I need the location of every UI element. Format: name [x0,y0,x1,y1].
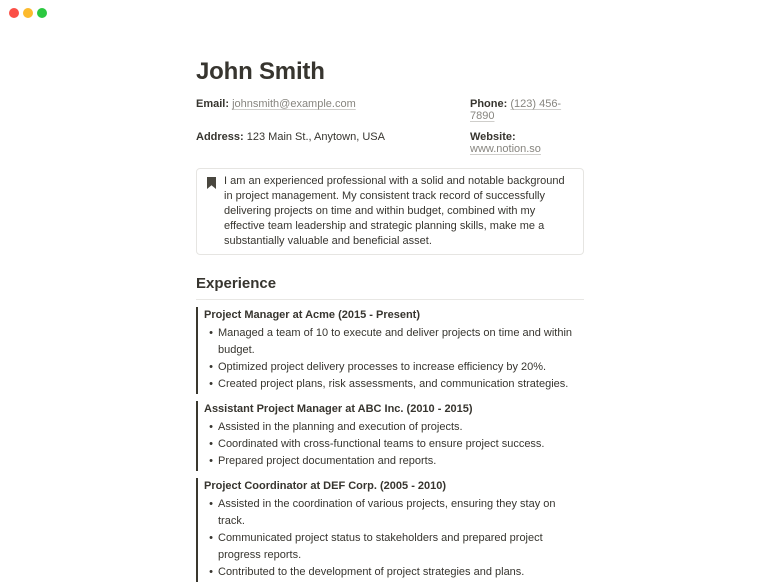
contact-phone-row [470,98,584,122]
bullet-text: • Coordinated with cross-functional teams to ensure project success. [218,438,545,450]
bookmark-icon [207,177,216,249]
job-bullet [204,496,584,530]
summary-text: I am an experienced professional with a solid and notable background in project management. My consistent track record of successfully delivering projects on time and within budget, combined with my effective team leadership and strategic planning skills, make me a substantially valuable and beneficial asset. [224,175,565,247]
bullet-text: • Contributed to the development of project strategies and plans. [218,566,525,578]
summary-callout [196,168,584,255]
job-bullet [204,376,584,393]
document-body [196,0,584,582]
contact-website-row [470,131,584,155]
job-entry [196,307,584,394]
contact-email-row [196,98,470,122]
job-title: Assistant Project Manager at ABC Inc. (2010 - 2015) [204,403,473,415]
minimize-window-button[interactable] [23,8,33,18]
bullet-text: • Created project plans, risk assessments, and communication strategies. [218,378,569,390]
job-title: Project Coordinator at DEF Corp. (2005 - 2010) [204,480,447,492]
bullet-text: • Optimized project delivery processes to increase efficiency by 20%. [218,361,547,373]
phone-link[interactable]: (123) 456-7890 [470,98,562,122]
zoom-window-button[interactable] [37,8,47,18]
website-link[interactable]: www.notion.so [470,143,541,155]
job-bullet [204,453,584,470]
bullet-text: • Managed a team of 10 to execute and deliver projects on time and within budget. [218,327,573,356]
job-bullet [204,436,584,453]
contact-address-row [196,131,470,155]
contact-info [196,98,584,155]
job-bullet [204,419,584,436]
email-link[interactable]: johnsmith@example.com [232,98,356,110]
job-title: Project Manager at Acme (2015 - Present) [204,309,421,321]
job-bullet [204,325,584,359]
section-divider [196,299,584,300]
job-bullet [204,359,584,376]
address-label: Address: [196,131,244,143]
window-controls [9,8,47,18]
website-label: Website: [470,131,516,143]
bullet-text: • Assisted in the coordination of various projects, ensuring they stay on track. [218,498,556,527]
bullet-text: • Assisted in the planning and execution of projects. [218,421,463,433]
phone-label: Phone: [470,98,508,110]
job-bullets [204,325,584,393]
email-label: Email: [196,98,230,110]
bullet-text: • Communicated project status to stakeholders and prepared project progress reports. [218,532,543,561]
experience-heading: Experience [196,275,277,292]
close-window-button[interactable] [9,8,19,18]
job-entry [196,478,584,582]
page-title: John Smith [196,58,325,85]
job-bullet [204,530,584,564]
job-bullets [204,496,584,581]
address-value: 123 Main St., Anytown, USA [246,131,385,143]
job-entry [196,401,584,471]
job-bullet [204,564,584,581]
job-bullets [204,419,584,470]
bullet-text: • Prepared project documentation and reports. [218,455,437,467]
